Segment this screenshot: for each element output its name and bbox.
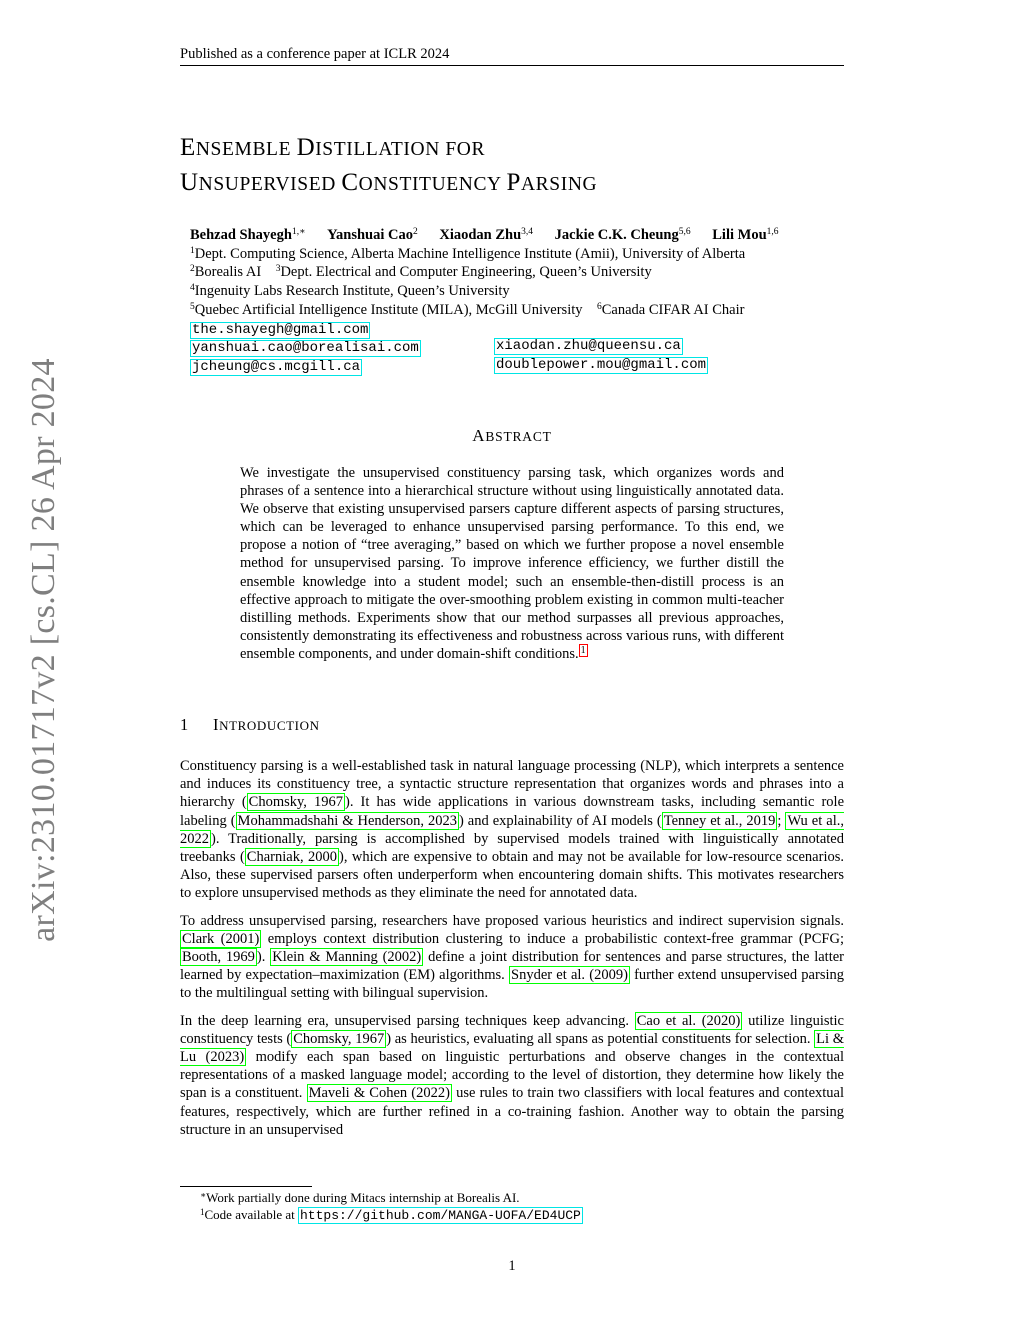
affiliation-5-6: $^5$Quebec Artificial Intelligence Institute (MILA), McGill University $^6$Canada CIFAR AI Chair [190,301,745,318]
footnote-link[interactable]: 1 [580,644,586,656]
arxiv-identifier: arXiv:2310.01717v2 [cs.CL] 26 Apr 2024 [25,358,62,942]
title-line-1: ENSEMBLE DISTILLATION FOR [180,134,486,161]
citation-link[interactable]: Chomsky, 1967 [293,1030,385,1047]
running-header: Published as a conference paper at ICLR 2024 [180,45,844,66]
footnote: ∗Work partially done during Mitacs internship at Borealis AI. [200,1190,520,1205]
citation-link[interactable]: Li & Lu (2023) [180,1030,844,1066]
author-name: Xiaodan Zhu [439,227,522,243]
paragraph: To address unsupervised parsing, researchers have proposed various heuristics and indirect supervision signals. Clark (2001) employs context distribution clustering to induce a probabilistic context-free grammar (PCFG; Booth, 1969 ). Klein & Manning (2002) define a joint distribution for sentences and parse structures, the latter learned by expectation–maximization (EM) algorithms. Snyder et al. (2009) further extend unsupervised parsing to the multilingual setting with bilingual supervision. [180,912,845,1002]
author-names: Behzad Shayegh$^{1,∗}$ Yanshuai Cao$^2$ Xiaodan Zhu$^{3,4}$ Jackie C.K. Cheung$^{5,6}$ Lili Mou$^{1,6}$ [190,227,779,243]
footnote-rule [180,1186,312,1187]
footnote: $^1$Code available at https://github.com/MANGA-UOFA/ED4UCP [200,1207,581,1223]
footnotes [200,1189,583,1224]
citation-link[interactable]: Mohammadshahi & Henderson, 2023 [237,812,457,829]
paper-title [180,131,597,201]
abstract-heading: ABSTRACT [472,426,552,445]
author-name: Behzad Shayegh [190,227,292,243]
citation-link[interactable]: Wu et al., 2022 [180,812,844,847]
affiliation-1: $^1$Dept. Computing Science, Alberta Machine Intelligence Institute (Amii), University of Alberta [190,245,746,262]
code-url-link[interactable]: https://github.com/MANGA-UOFA/ED4UCP [300,1208,581,1223]
abstract-text: We investigate the unsupervised constituency parsing task, which organizes words and phrases of a sentence into a hierarchical structure without using linguistically annotated data. We observe that existing unsupervised parsers capture different aspects of parsing structures, which can be leveraged to enhance unsupervised parsing performance. To this end, we propose a notion of “tree averaging,” based on which we further propose a novel ensemble method for unsupervised parsing. To improve inference efficiency, we further distill the ensemble knowledge into a student model; such an ensemble-then-distill process is an effective approach to mitigate the over-smoothing problem existing in common multi-teacher distilling methods. Experiments show that our method surpasses all previous approaches, consistently demonstrating its effectiveness and robustness across various runs, with different ensemble components, and under domain-shift conditions. $^1$ [240,465,784,662]
email-link[interactable]: jcheung@cs.mcgill.ca [192,358,361,375]
citation-link[interactable]: Chomsky, 1967 [248,794,344,811]
author-name: Lili Mou [712,227,767,243]
author-name: Jackie C.K. Cheung [554,227,679,243]
citation-link[interactable]: Charniak, 2000 [246,849,337,866]
citation-link[interactable]: Maveli & Cohen (2022) [308,1085,450,1102]
affiliation-4: $^4$Ingenuity Labs Research Institute, Queen’s University [190,283,510,300]
email-link[interactable]: xiaodan.zhu@queensu.ca [496,338,681,355]
email-link[interactable]: doublepower.mou@gmail.com [496,356,707,373]
section-heading: 1 INTRODUCTION [180,715,320,734]
citation-link[interactable]: Klein & Manning (2002) [272,949,422,966]
citation-link[interactable]: Clark (2001) [182,930,260,947]
author-block [190,226,779,376]
citation-link[interactable]: Snyder et al. (2009) [511,967,628,984]
paragraph: Constituency parsing is a well-established task in natural language processing (NLP), which interprets a sentence and induces its constituency tree, a syntactic structure representation that organizes words and phrases into a hierarchy ( Chomsky, 1967 ). It has wide applications in various downstream tasks, including semantic role labeling ( Mohammadshahi & Henderson, 2023 ) and explainability of AI models ( Tenney et al., 2019 ; Wu et al., 2022 ). Traditionally, parsing is accomplished by supervised models trained with linguistically annotated treebanks ( Charniak, 2000 ), which are expensive to obtain and may not be available for low-resource scenarios. Also, these supervised parsers often underperform when encountering domain shifts. This motivates researchers to explore unsupervised methods as they eliminate the need for annotated data. [180,758,845,902]
paragraph: In the deep learning era, unsupervised parsing techniques keep advancing. Cao et al. (2020) utilize linguistic constituency tests ( Chomsky, 1967 ) as heuristics, evaluating all spans as potential constituents for selection. Li & Lu (2023) modify each span based on linguistic perturbations and observe changes in the contextual representations of a masked language model; according to the level of distortion, they determine how likely the span is a constituent. Maveli & Cohen (2022) use rules to train two classifiers with local features and contextual features, respectively, which are further refined in a co-training fashion. Another way to obtain the parsing structure in an unsupervised [180,1012,844,1138]
title-line-2: UNSUPERVISED CONSTITUENCY PARSING [180,169,598,196]
citation-link[interactable]: Booth, 1969 [182,949,255,966]
body-text [180,757,844,1148]
citation-link[interactable]: Tenney et al., 2019 [663,812,776,829]
citation-link[interactable]: Cao et al. (2020) [636,1012,741,1029]
author-name: Yanshuai Cao [327,227,413,243]
affiliation-2-3: $^2$Borealis AI $^3$Dept. Electrical and Computer Engineering, Queen’s University [190,264,652,281]
email-link[interactable]: the.shayegh@gmail.com [192,321,369,338]
page-number: 1 [508,1258,516,1274]
email-link[interactable]: yanshuai.cao@borealisai.com [192,340,419,357]
